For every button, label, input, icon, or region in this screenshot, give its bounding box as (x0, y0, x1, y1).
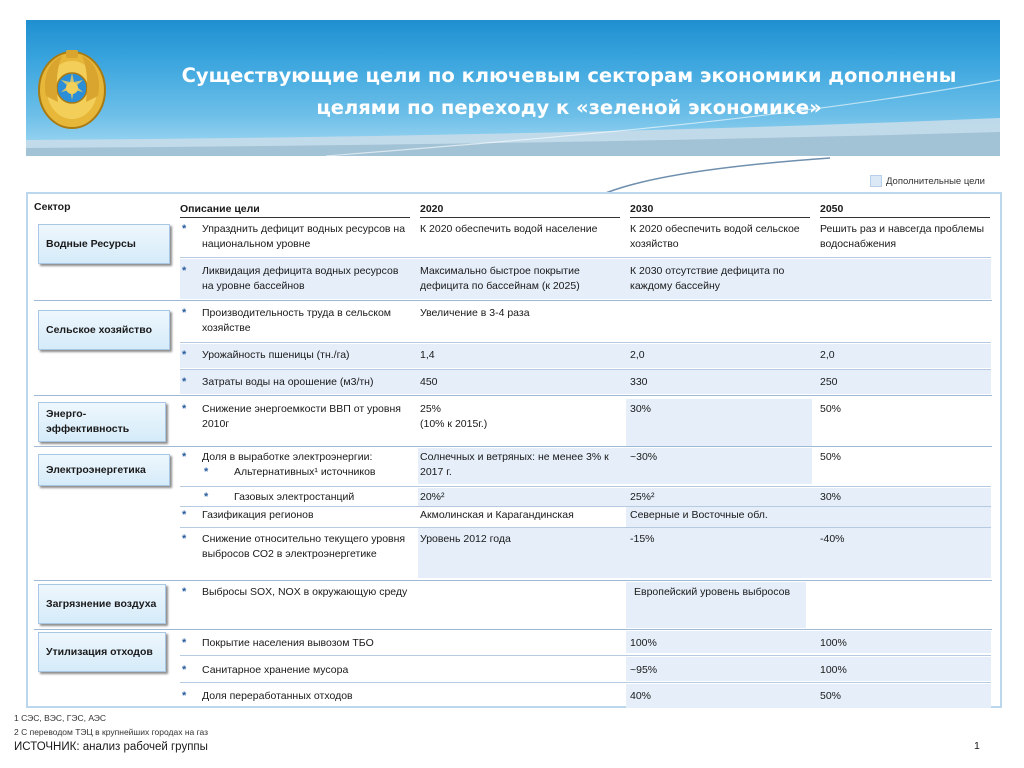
power4-2030: -15% (630, 533, 655, 545)
header-underline (820, 217, 990, 218)
bullet-icon: * (182, 223, 187, 235)
row-separator (180, 682, 991, 683)
goal-agri2: Урожайность пшеницы (тн./га) (202, 349, 350, 361)
sector-air-pollution: Загрязнение воздуха (38, 584, 166, 624)
sector-separator (34, 629, 992, 630)
power2-sub: Газовых электростанций (234, 491, 355, 503)
goal-power4: Снижение относительно текущего уровня выбросов СО2 в электроэнергетике (202, 533, 406, 560)
agri2-2050: 2,0 (820, 349, 835, 361)
bullet-icon: * (182, 307, 187, 319)
bullet-icon: * (182, 664, 187, 676)
eff1-2050: 50% (820, 403, 842, 415)
water1-2020: К 2020 обеспечить водой население (420, 223, 598, 235)
goal-waste1: Покрытие населения вывозом ТБО (202, 637, 374, 649)
sector-agriculture: Сельское хозяйство (38, 310, 170, 350)
agri3-2050: 250 (820, 376, 838, 388)
header-underline (630, 217, 810, 218)
power2-2050: 30% (820, 491, 842, 503)
bullet-icon: * (182, 586, 187, 598)
bullet-icon: * (182, 265, 187, 277)
bullet-icon: * (182, 403, 187, 415)
power4-2050: -40% (820, 533, 845, 545)
water2-2020: Максимально быстрое покрытие дефицита по бассейнам (к 2025) (420, 265, 580, 292)
sub-bullet-icon: * (204, 491, 209, 503)
slide-header (26, 20, 1000, 156)
legend (870, 175, 985, 187)
power3-2030: Северные и Восточные обл. (630, 509, 768, 521)
shade-eff-2030 (626, 399, 812, 447)
sector-power: Электроэнергетика (38, 454, 170, 486)
power2-2030: 25%² (630, 491, 655, 503)
bullet-icon: * (182, 637, 187, 649)
page-number: 1 (974, 740, 980, 752)
source-note: ИСТОЧНИК: анализ рабочей группы (14, 741, 208, 753)
water1-2050: Решить раз и навсегда проблемы водоснабжения (820, 223, 985, 250)
power1-2020: Солнечных и ветряных: не менее 3% к 2017 г. (420, 451, 609, 478)
shade-power2 (418, 488, 991, 506)
goal-agri3: Затраты воды на орошение (м3/тн) (202, 376, 374, 388)
row-separator (180, 527, 991, 528)
power1-sub: Альтернативных¹ источников (234, 466, 376, 478)
goal-agri1: Производительность труда в сельском хозяйстве (202, 307, 391, 334)
shade-waste3 (626, 684, 991, 708)
bullet-icon: * (182, 509, 187, 521)
row-separator (180, 369, 991, 370)
power1-2030: ~30% (630, 451, 658, 463)
row-separator (180, 506, 991, 507)
sub-bullet-icon: * (204, 466, 209, 478)
shade-waste2 (626, 657, 991, 681)
goal-waste2: Санитарное хранение мусора (202, 664, 349, 676)
goal-water1: Упразднить дефицит водных ресурсов на национальном уровне (202, 223, 406, 250)
bullet-icon: * (182, 533, 187, 545)
sector-separator (34, 580, 992, 581)
footnote-2: 2 С переводом ТЭЦ в крупнейших городах на газ (14, 727, 209, 737)
header-underline (180, 217, 410, 218)
bullet-icon: * (182, 690, 187, 702)
sector-separator (34, 300, 992, 301)
power3-2020: Акмолинская и Карагандинская (420, 509, 574, 521)
title-line-2: целями по переходу к «зеленой экономике» (316, 96, 822, 119)
header-underline (420, 217, 620, 218)
eff1-2020-b: (10% к 2015г.) (420, 418, 488, 430)
footnote-1: 1 СЭС, ВЭС, ГЭС, АЭС (14, 713, 107, 723)
sector-separator (34, 395, 992, 396)
goal-power3: Газификация регионов (202, 509, 314, 521)
row-separator (180, 257, 991, 258)
agri3-2030: 330 (630, 376, 648, 388)
waste1-2050: 100% (820, 637, 847, 649)
power2-2020: 20%² (420, 491, 445, 503)
bullet-icon: * (182, 349, 187, 361)
goal-air1: Выбросы SOX, NOX в окружающую среду (202, 586, 408, 598)
goal-waste3: Доля переработанных отходов (202, 690, 353, 702)
water1-2030: К 2020 обеспечить водой сельское хозяйство (630, 223, 800, 250)
shade-waste1 (626, 631, 991, 653)
goals-table (26, 192, 1002, 708)
power1-2050: 50% (820, 451, 842, 463)
waste1-2030: 100% (630, 637, 657, 649)
agri2-2020: 1,4 (420, 349, 435, 361)
legend-swatch (870, 175, 882, 187)
slide-title (144, 60, 994, 124)
legend-label: Дополнительные цели (886, 175, 985, 187)
header-goal: Описание цели (180, 203, 260, 215)
air1-2030: Европейский уровень выбросов (634, 586, 791, 598)
waste2-2030: ~95% (630, 664, 658, 676)
row-separator (180, 342, 991, 343)
header-2050: 2050 (820, 203, 844, 215)
row-separator (180, 486, 991, 487)
sector-water: Водные Ресурсы (38, 224, 170, 264)
agri1-2020: Увеличение в 3-4 раза (420, 307, 530, 319)
agri2-2030: 2,0 (630, 349, 645, 361)
eff1-2030: 30% (630, 403, 652, 415)
header-2020: 2020 (420, 203, 444, 215)
agri3-2020: 450 (420, 376, 438, 388)
sector-separator (34, 446, 992, 447)
bullet-icon: * (182, 376, 187, 388)
row-separator (180, 655, 991, 656)
power4-2020: Уровень 2012 года (420, 533, 511, 545)
header-sector: Сектор (34, 201, 71, 213)
title-line-1: Существующие цели по ключевым секторам экономики дополнены (181, 64, 957, 87)
eff1-2020-a: 25% (420, 403, 442, 415)
waste3-2030: 40% (630, 690, 652, 702)
state-emblem-icon (36, 46, 108, 132)
water2-2030: К 2030 отсутствие дефицита по каждому бассейну (630, 265, 785, 292)
bullet-icon: * (182, 451, 187, 463)
header-2030: 2030 (630, 203, 654, 215)
sector-waste: Утилизация отходов (38, 632, 166, 672)
goal-eff1: Снижение энергоемкости ВВП от уровня 2010г (202, 403, 401, 430)
goal-power1: Доля в выработке электроэнергии: (202, 451, 373, 463)
goal-water2: Ликвидация дефицита водных ресурсов на уровне бассейнов (202, 265, 399, 292)
waste3-2050: 50% (820, 690, 842, 702)
waste2-2050: 100% (820, 664, 847, 676)
sector-energy-efficiency: Энерго-эффективность (38, 402, 166, 442)
